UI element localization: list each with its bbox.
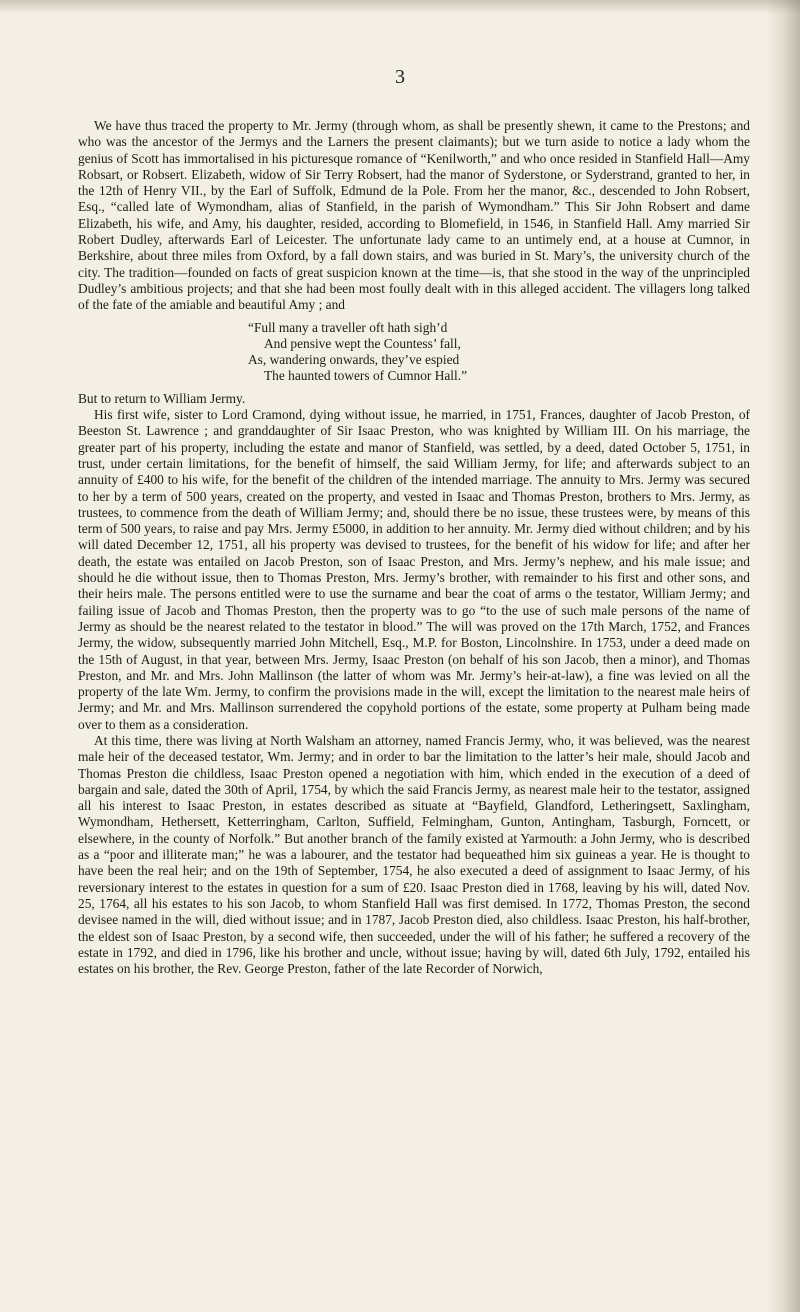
page-top-shadow bbox=[0, 0, 800, 14]
page-binding-shadow bbox=[766, 0, 800, 1312]
verse-quotation bbox=[248, 320, 750, 385]
paragraph-marriage-settlement: His first wife, sister to Lord Cramond, dying without issue, he married, in 1751, Frances, daughter of Jacob Preston, of Beeston St. Lawrence ; and granddaughter of Sir Isaac Preston, who was knighted by William III. On his marriage, the greater part of his property, including the estate and manor of Stanfield, was settled, by a deed, dated October 5, 1751, in trust, under certain limitations, for the benefit of himself, the said William Jermy, for life; and afterwards subject to an annuity of £400 to his wife, for the benefit of the children of the intended marriage. The annuity to Mrs. Jermy was secured to her by a term of 500 years, created on the property, and vested in Isaac and Thomas Preston, brothers to Mrs. Jermy, as trustees, to commence from the death of William Jermy; and, should there be no issue, these trustees were, by means of this term of 500 years, to raise and pay Mrs. Jermy £5000, in addition to her annuity. Mr. Jermy died without children; and by his will dated December 12, 1751, all his property was devised to trustees, for the benefit of his widow for life; and after her death, the estate was entailed on Jacob Preston, son of Isaac Preston, and Mrs. Jermy’s nephew, and his male issue; and should he die without issue, then to Thomas Preston, Mrs. Jermy’s brother, with remainder to his first and other sons, and their heirs male. The persons entitled were to use the surname and bear the coat of arms o the testator, William Jermy; and failing issue of Jacob and Thomas Preston, then the property was to go “to the use of such male persons of the name of Jermy as should be the nearest related to the testator in blood.” The will was proved on the 17th March, 1752, and Frances Jermy, the widow, subsequently married John Mitchell, Esq., M.P. for Boston, Lincolnshire. In 1753, under a deed made on the 15th of August, in that year, between Mrs. Jermy, Isaac Preston (on behalf of his son Jacob, then a minor), and Thomas Preston, and Mr. and Mrs. John Mallinson (the latter of whom was Mr. Jermy’s heir-at-law), a fine was levied on all the property of the late Wm. Jermy, to confirm the provisions made in the will, except the limitation to the nearest male heirs of Jermy; and Mr. and Mrs. Mallinson surrendered the copyhold portions of the estate, some property at Pulham being made over to them as a consideration. bbox=[78, 407, 750, 732]
paragraph-return: But to return to William Jermy. bbox=[78, 390, 246, 406]
page-number: 3 bbox=[395, 66, 405, 88]
verse-line-3: As, wandering onwards, they’ve espied bbox=[248, 352, 460, 368]
body-text bbox=[78, 118, 750, 977]
verse-line-4: The haunted towers of Cumnor Hall.” bbox=[264, 368, 468, 384]
paragraph-francis-jermy: At this time, there was living at North Walsham an attorney, named Francis Jermy, who, it was believed, was the nearest male heir of the deceased testator, Wm. Jermy; and in order to bar the limitation to the latter’s heir male, should Jacob and Thomas Preston die childless, Isaac Preston opened a negotiation with him, which ended in the execution of a deed of bargain and sale, dated the 30th of April, 1754, by which the said Francis Jermy, as nearest male heir to the testator, assigned all his interest to Isaac Preston, in estates described as situate at “Bayfield, Glandford, Letheringsett, Saxlingham, Wymondham, Hethersett, Ketterringham, Carlton, Suffield, Felmingham, Gunton, Antingham, Tasburgh, Forncett, or elsewhere, in the county of Norfolk.” But another branch of the family existed at Yarmouth: a John Jermy, who is described as a “poor and illiterate man;” he was a labourer, and the testator had bequeathed him six guineas a year. He is thought to have been the real heir; and on the 19th of September, 1754, he also executed a deed of assignment to Isaac Jermy, of his reversionary interest to the estates in question for a sum of £20. Isaac Preston died in 1768, leaving by his will, dated Nov. 25, 1764, all his estates to his son Jacob, to whom Stanfield Hall was first demised. In 1772, Thomas Preston, the second devisee named in the will, died without issue; and in 1787, Jacob Preston died, also childless. Isaac Preston, his half-brother, the eldest son of Isaac Preston, by a second wife, then succeeded, under the will of his father; he suffered a recovery of the estate in 1792, and died in 1796, like his brother and uncle, without issue; having by will, dated 6th July, 1792, entailed his estates on his brother, the Rev. George Preston, father of the late Recorder of Norwich, bbox=[78, 732, 750, 977]
verse-line-2: And pensive wept the Countess’ fall, bbox=[264, 335, 461, 351]
verse-line-1: “Full many a traveller oft hath sigh’d bbox=[248, 319, 448, 335]
paragraph-amy-robsart: We have thus traced the property to Mr. Jermy (through whom, as shall be presently shewn, it came to the Prestons; and who was the ancestor of the Jermys and the Larners the present claimants); but we turn aside to notice a lady whom the genius of Scott has immortalised in his picturesque romance of “Kenilworth,” and who once resided in Stanfield Hall—Amy Robsart, or Robsert. Elizabeth, widow of Sir Terry Robsert, had the manor of Syderstone, or Syderstrand, granted to her, in the 12th of Henry VII., by the Earl of Suffolk, Edmund de la Pole. From her the manor, &c., descended to John Robsert, Esq., “called late of Wymondham, alias of Stanfield, in the parish of Wymondham.” This Sir John Robsert and dame Elizabeth, his wife, and Amy, his daughter, resided, according to Blomefield, in 1546, in Stanfield Hall. Amy married Sir Robert Dudley, afterwards Earl of Leicester. The unfortunate lady came to an untimely end, at a house at Cumnor, in Berkshire, about three miles from Oxford, by a fall down stairs, and was buried in St. Mary’s, the university church of the city. The tradition—founded on facts of great suspicion known at the time—is, that she stood in the way of the unprincipled Dudley’s ambitious projects; and that she had been most foully dealt with in this alleged accident. The villagers long talked of the fate of the amiable and beautiful Amy ; and bbox=[78, 118, 750, 313]
